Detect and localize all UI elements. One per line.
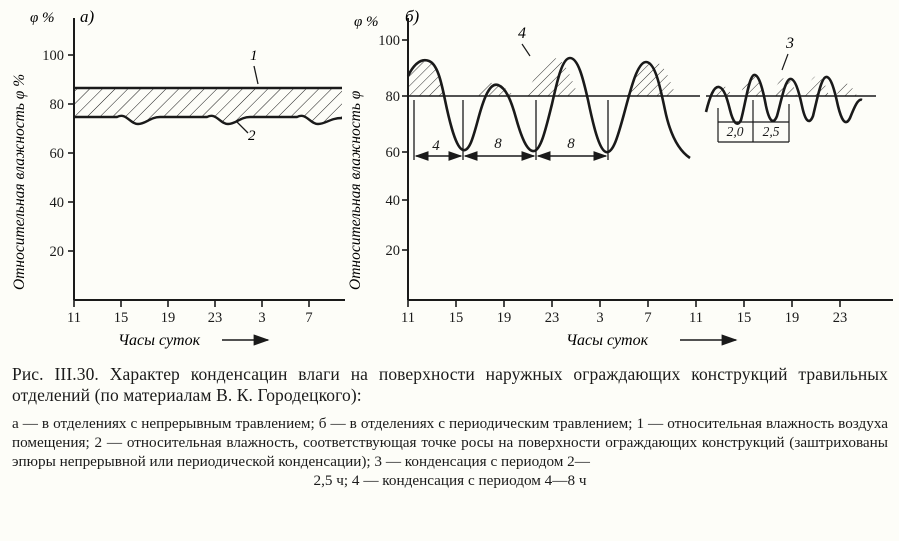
panel-a-xtick-7: 7 xyxy=(305,310,313,326)
panel-a xyxy=(11,7,345,349)
panel-b-xtick-15b: 15 xyxy=(736,310,752,326)
panel-b-hatch-9 xyxy=(836,84,857,96)
panel-a-letter: а) xyxy=(80,7,95,26)
panel-a-xtick-3: 3 xyxy=(258,310,266,326)
panel-b-x-axis-title: Часы суток xyxy=(566,332,649,349)
panel-a-label-2: 2 xyxy=(248,128,256,144)
panel-a-leader-2 xyxy=(236,121,248,133)
panel-b xyxy=(347,7,893,349)
panel-a-ytick-80: 80 xyxy=(49,97,64,113)
panel-b-xtick-15a: 15 xyxy=(448,310,464,326)
panel-a-line-2 xyxy=(74,116,342,124)
panel-b-leader-3 xyxy=(782,54,788,70)
figure-caption xyxy=(12,364,888,490)
panel-b-letter: б) xyxy=(405,7,420,26)
panel-a-ytick-60: 60 xyxy=(49,146,64,162)
caption-number: Рис. III.30. xyxy=(12,364,99,384)
panel-b-period-4: 4 xyxy=(432,138,440,154)
caption-legend xyxy=(12,414,888,491)
panel-a-xtick-15: 15 xyxy=(113,310,129,326)
panel-b-xtick-23a: 23 xyxy=(544,310,560,326)
panel-a-x-axis-title: Часы суток xyxy=(118,332,201,349)
panel-b-xtick-23b: 23 xyxy=(832,310,848,326)
panel-a-ytick-100: 100 xyxy=(42,48,64,64)
panel-b-label-4: 4 xyxy=(518,25,526,42)
panel-b-ytick-80: 80 xyxy=(385,89,400,105)
panel-a-xtick-19: 19 xyxy=(160,310,176,326)
panel-b-phi-label: φ % xyxy=(354,14,379,30)
panel-b-y-axis-title: Относительная влажность φ xyxy=(347,90,364,290)
panel-a-ytick-40: 40 xyxy=(49,195,64,211)
caption-legend-body: а — в отделениях с непрерывным травлением; б — в отделениях с периодическим травлением; 1 — относительная влажность воздуха помещения; 2 — относительная влажность, соответствующая точке росы на поверхности ограждающих конструкций (заштрихованы эпюры непрерывной или периодической конденсации); 3 — конденсация с периодом 2— xyxy=(12,414,888,470)
panel-b-ytick-60: 60 xyxy=(385,145,400,161)
caption-main xyxy=(12,364,888,407)
panel-b-period-8a: 8 xyxy=(494,136,502,152)
panel-b-ytick-100: 100 xyxy=(378,33,400,49)
panel-b-leader-4 xyxy=(522,44,530,56)
panel-a-hatched-band xyxy=(74,88,342,124)
caption-legend-last: 2,5 ч; 4 — конденсация с периодом 4—8 ч xyxy=(313,472,587,490)
panel-b-hatch-3 xyxy=(524,58,578,96)
panel-a-label-1: 1 xyxy=(250,48,258,64)
panel-b-ytick-20: 20 xyxy=(385,243,400,259)
panel-b-x-ticks xyxy=(408,300,840,307)
panel-b-xtick-7: 7 xyxy=(644,310,652,326)
panel-b-ytick-40: 40 xyxy=(385,193,400,209)
caption-title: Характер конденсацин влаги на поверхности наружных ограждающих конструкций травильных отделений (по материалам В. К. Городецкого): xyxy=(12,364,888,406)
panel-a-x-ticks xyxy=(74,300,309,307)
panel-b-xtick-3: 3 xyxy=(596,310,604,326)
panel-a-xtick-23: 23 xyxy=(207,310,223,326)
panel-a-xtick-11: 11 xyxy=(67,310,81,326)
panel-a-leader-1 xyxy=(254,66,258,84)
panel-b-xtick-11a: 11 xyxy=(401,310,415,326)
panel-b-xtick-19b: 19 xyxy=(784,310,800,326)
panel-a-phi-label: φ % xyxy=(30,10,55,26)
panel-b-period-8b: 8 xyxy=(567,136,575,152)
panel-b-dimension-lines xyxy=(414,100,608,160)
panel-b-label-3: 3 xyxy=(786,35,794,52)
panel-b-hatch-4 xyxy=(624,62,676,96)
panel-b-period-25: 2,5 xyxy=(762,124,780,139)
panel-b-period-20: 2,0 xyxy=(726,124,744,139)
panel-b-xtick-11b: 11 xyxy=(689,310,703,326)
panel-a-ytick-20: 20 xyxy=(49,244,64,260)
panel-b-xtick-19a: 19 xyxy=(496,310,512,326)
panel-a-y-axis-title: Относительная влажность φ % xyxy=(11,73,28,290)
